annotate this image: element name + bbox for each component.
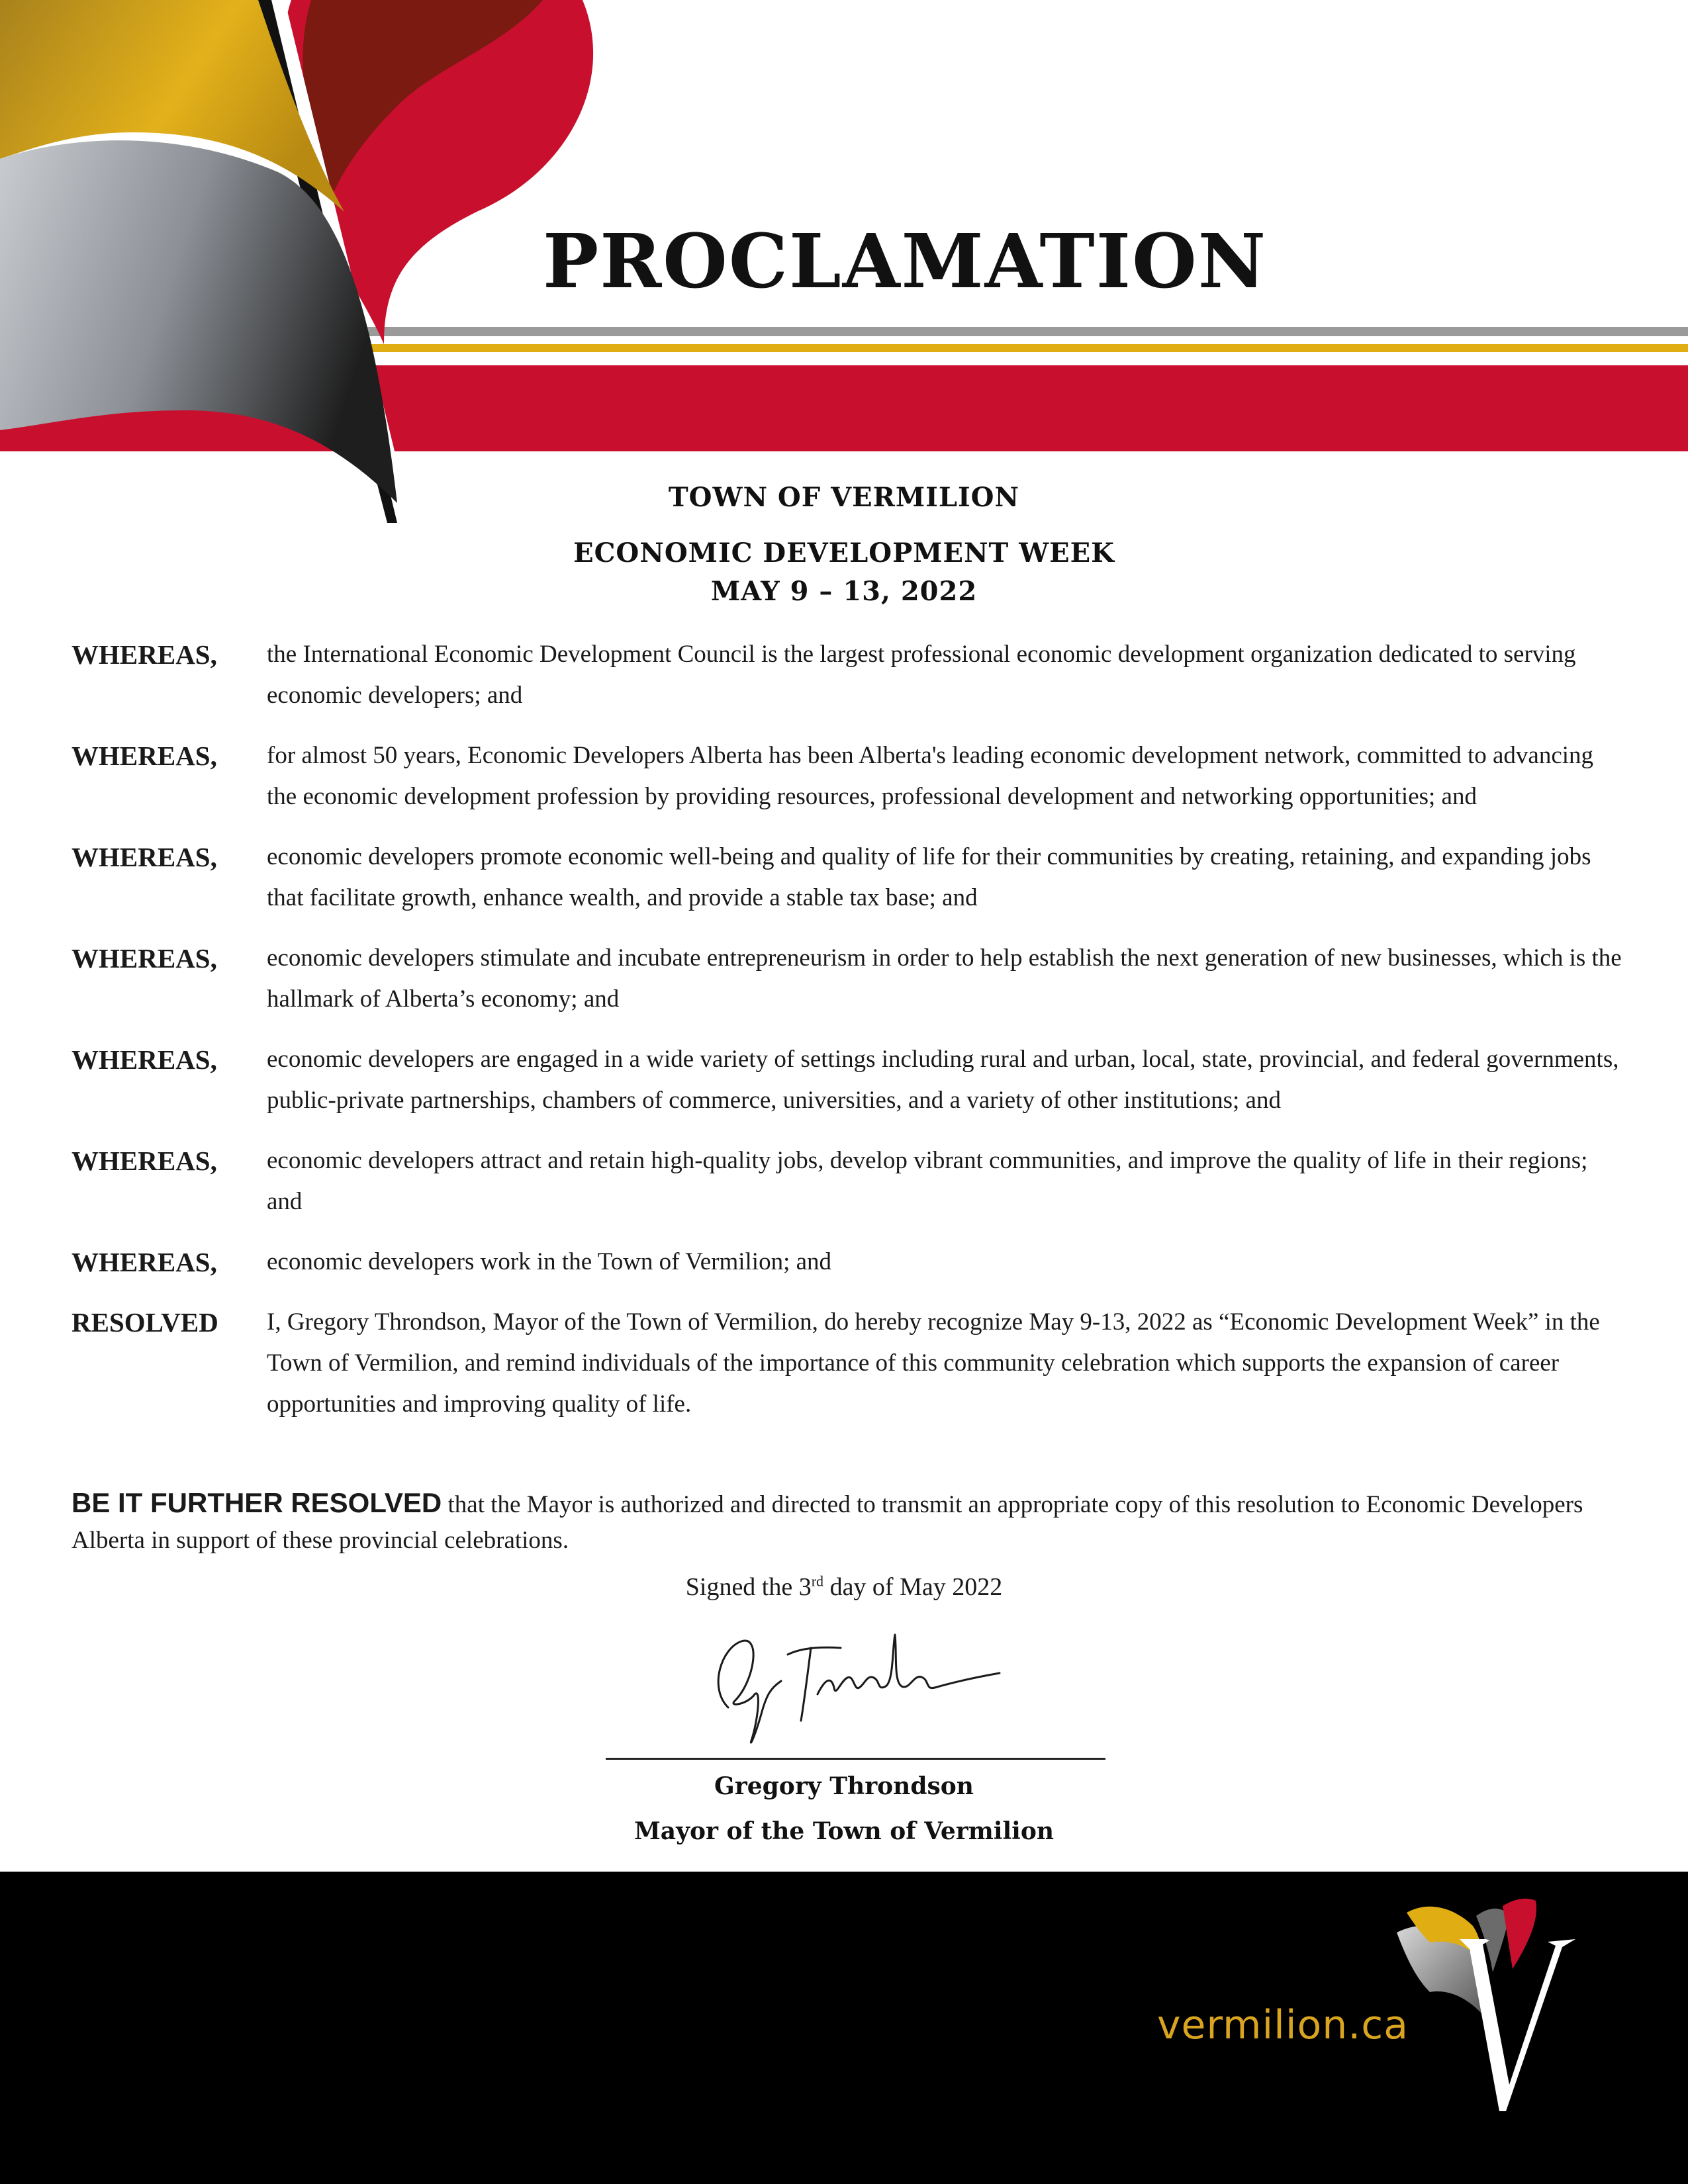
signature-line [606,1758,1105,1760]
clause-label: WHEREAS, [71,741,217,771]
further-resolved-label: BE IT FURTHER RESOLVED [71,1487,442,1518]
clause [71,735,1627,817]
signer-name: Gregory Throndson [714,1772,974,1800]
clause-text: I, Gregory Throndson, Mayor of the Town of Vermilion, do hereby recognize May 9-13, 2022 as “Economic Development Week” in the Town of Vermilion, and remind individuals of the importance of this community celebration which supports the expansion of career opportunities and improving quality of life. [267,1308,1600,1418]
signed-ordinal: rd [811,1572,824,1590]
clause-text: economic developers attract and retain high-quality jobs, develop vibrant communities, and improve the quality of life in their regions; and [267,1147,1588,1215]
clause-label: WHEREAS, [71,639,217,670]
website-link[interactable]: vermilion.ca [1157,2002,1409,2048]
signed-prefix: Signed the 3 [685,1573,812,1601]
clause-text: economic developers stimulate and incubate entrepreneurism in order to help establish the next generation of new businesses, which is the hallmark of Alberta’s economy; and [267,944,1622,1013]
event-heading: ECONOMIC DEVELOPMENT WEEK [573,537,1115,569]
clause-text: for almost 50 years, Economic Developers Alberta has been Alberta's leading economic development network, committed to advancing the economic development profession by providing resources, professional development and networking opportunities; and [267,742,1594,810]
clause-text: the International Economic Development Council is the largest professional economic development organization dedicated to serving economic developers; and [267,641,1576,709]
clause [71,634,1627,716]
clause [71,1242,1627,1283]
further-resolved-text: that the Mayor is authorized and directed to transmit an appropriate copy of this resolution to Economic Developers Alberta in support of these provincial celebrations. [71,1491,1583,1554]
clauses-list [71,634,1627,1444]
signed-date-line [0,1572,1688,1602]
clause-label: WHEREAS, [71,1146,217,1176]
logo-letter-v [1460,1939,1575,2111]
vermilion-v-logo [1377,1886,1615,2124]
clause-text: economic developers work in the Town of Vermilion; and [267,1248,832,1275]
clause [71,837,1627,919]
clause-text: economic developers are engaged in a wide variety of settings including rural and urban, local, state, provincial, and federal governments, public-private partnerships, chambers of commerce, universities, and a variety of other institutions; and [267,1046,1619,1114]
signer-title: Mayor of the Town of Vermilion [633,1817,1055,1845]
signed-suffix: day of May 2022 [823,1573,1003,1601]
clause [71,1140,1627,1222]
clause [71,1039,1627,1121]
clause-text: economic developers promote economic well-being and quality of life for their communities by creating, retaining, and expanding jobs that facilitate growth, enhance wealth, and provide a stable tax base; and [267,843,1591,911]
handwritten-signature [688,1608,1006,1754]
clause-label: WHEREAS, [71,842,217,872]
dates-heading: MAY 9 – 13, 2022 [710,576,978,607]
further-resolved-paragraph [71,1485,1627,1559]
clause-label: WHEREAS, [71,943,217,974]
clause-label: WHEREAS, [71,1044,217,1075]
clause-label: WHEREAS, [71,1247,217,1277]
document-title: PROCLAMATION [543,218,1268,305]
town-heading: TOWN OF VERMILION [668,482,1020,513]
clause [71,938,1627,1020]
clause [71,1302,1627,1425]
clause-label: RESOLVED [71,1307,218,1338]
